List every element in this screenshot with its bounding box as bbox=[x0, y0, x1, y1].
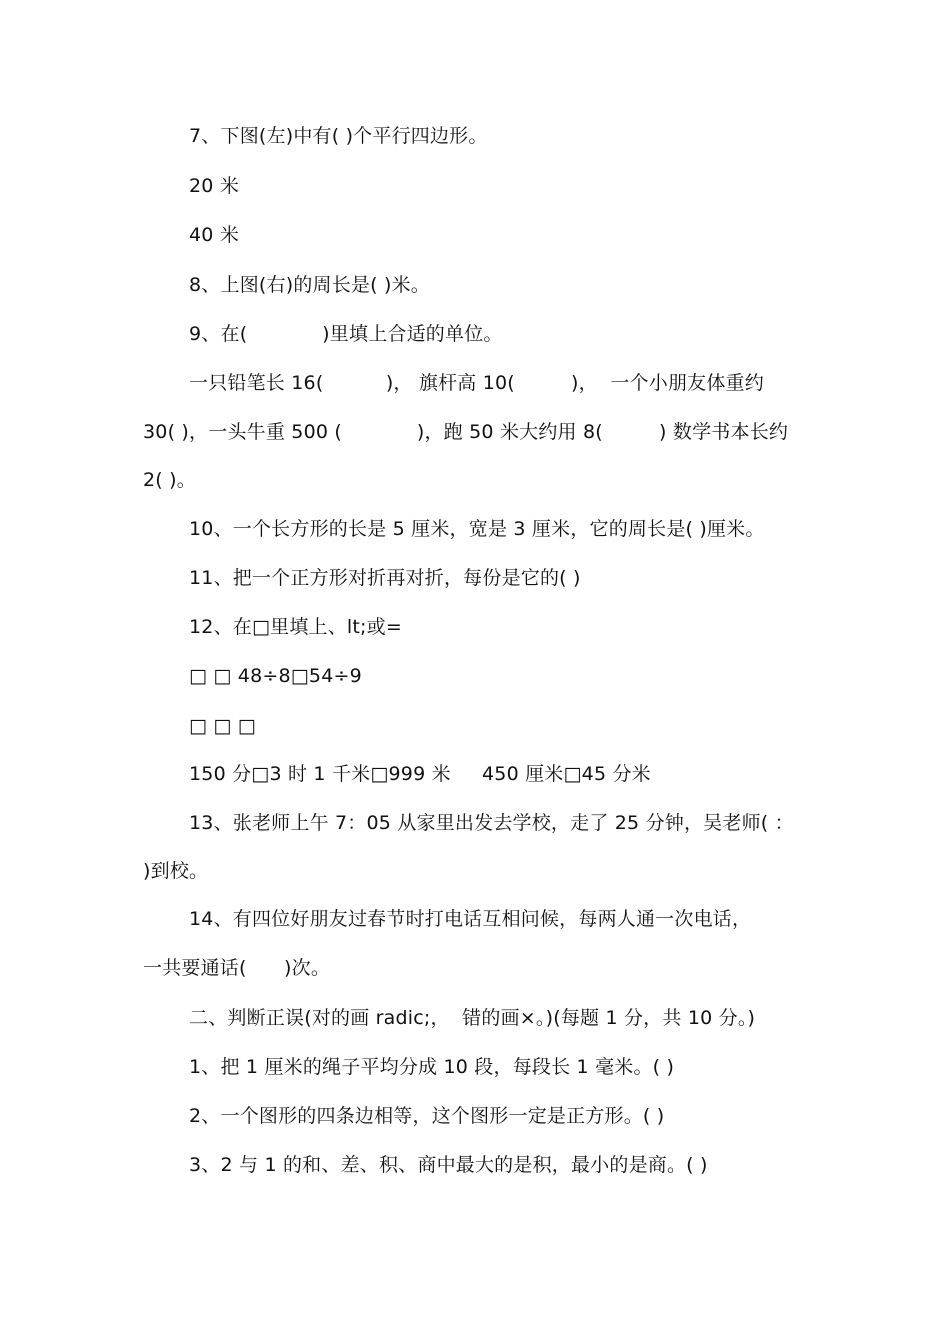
question-9: 9、在( )里填上合适的单位。 bbox=[189, 323, 503, 345]
question-14-line-1: 14、有四位好朋友过春节时打电话互相问候，每两人通一次电话， bbox=[189, 908, 752, 930]
question-13-line-1: 13、张老师上午 7：05 从家里出发去学校，走了 25 分钟，吴老师( ： bbox=[189, 812, 794, 834]
question-9-line-1: 一只铅笔长 16( )， 旗杆高 10( )， 一个小朋友体重约 bbox=[189, 372, 764, 394]
question-11: 11、把一个正方形对折再对折，每份是它的( ) bbox=[189, 567, 581, 589]
question-10: 10、一个长方形的长是 5 厘米，宽是 3 厘米，它的周长是( )厘米。 bbox=[189, 518, 765, 540]
question-12-row-1: □ □ 48÷8□54÷9 bbox=[189, 665, 362, 687]
question-12-row-2: □ □ □ bbox=[189, 715, 256, 737]
judge-question-1: 1、把 1 厘米的绳子平均分成 10 段，每段长 1 毫米。( ) bbox=[189, 1056, 675, 1078]
section-2-heading: 二、判断正误(对的画 radic;， 错的画×。)(每题 1 分，共 10 分。) bbox=[189, 1007, 756, 1029]
figure-label-40m: 40 米 bbox=[189, 224, 240, 246]
question-9-line-3: 2( )。 bbox=[143, 469, 196, 491]
judge-question-3: 3、2 与 1 的和、差、积、商中最大的是积，最小的是商。( ) bbox=[189, 1154, 708, 1176]
judge-question-2: 2、一个图形的四条边相等，这个图形一定是正方形。( ) bbox=[189, 1105, 665, 1127]
question-12-row-3: 150 分□3 时 1 千米□999 米 450 厘米□45 分米 bbox=[189, 763, 651, 785]
question-14-line-2: 一共要通话( )次。 bbox=[143, 957, 331, 979]
question-9-line-2: 30( )，一头牛重 500 ( )，跑 50 米大约用 8( ) 数学书本长约 bbox=[143, 421, 789, 443]
question-8: 8、上图(右)的周长是( )米。 bbox=[189, 274, 430, 296]
question-12: 12、在□里填上、lt;或= bbox=[189, 616, 402, 638]
question-13-line-2: )到校。 bbox=[143, 860, 209, 882]
question-7: 7、下图(左)中有( )个平行四边形。 bbox=[189, 125, 488, 147]
figure-label-20m: 20 米 bbox=[189, 175, 240, 197]
